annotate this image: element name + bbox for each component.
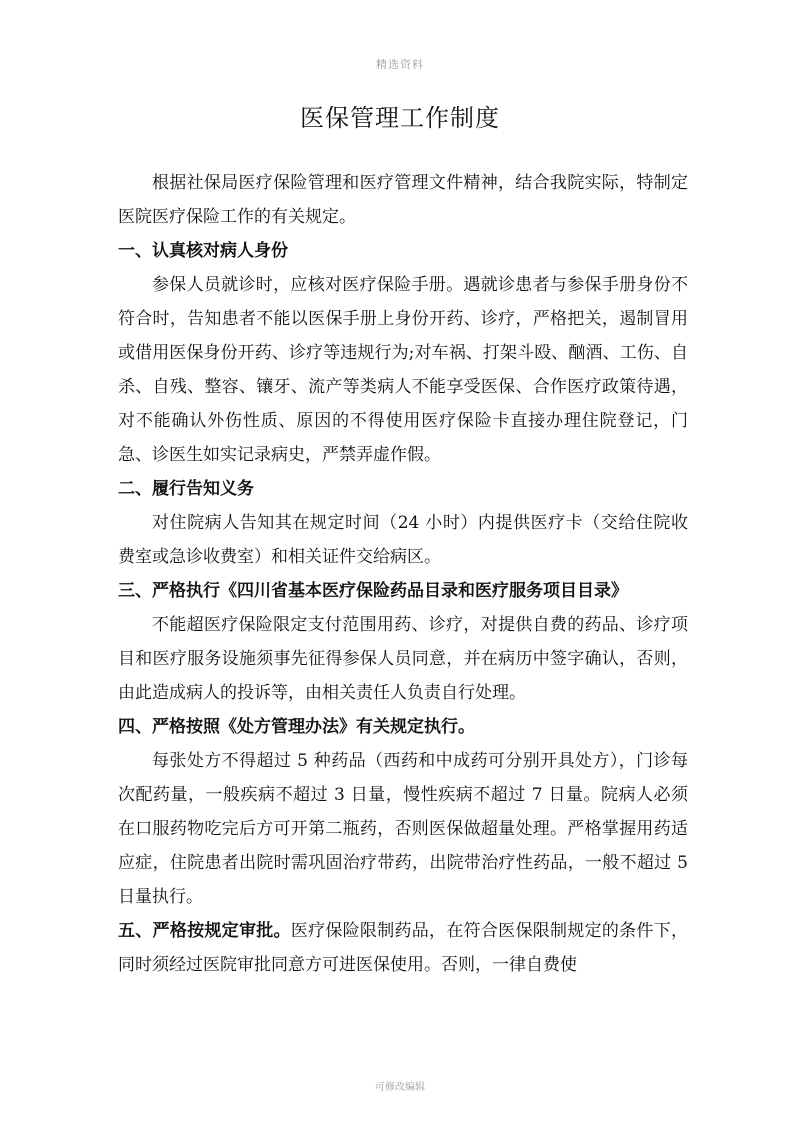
section-3-body: 不能超医疗保险限定支付范围用药、诊疗，对提供自费的药品、诊疗项目和医疗服务设施须事先征得参保人员同意，并在病历中签字确认，否则，由此造成病人的投诉等，由相关责任人负责自行处理。	[118, 615, 688, 703]
page-title: 医保管理工作制度	[300, 104, 500, 132]
section-1-heading: 一、认真核对病人身份	[118, 241, 288, 261]
section-5-body: 医疗保险限制药品，在符合医保限制规定的条件下，同时须经过医院审批同意方可进医保使用。否则，一律自费使	[118, 921, 688, 975]
section-3-heading: 三、严格执行《四川省基本医疗保险药品目录和医疗服务项目目录》	[118, 581, 628, 601]
section-5-paragraph	[118, 914, 688, 982]
section-4-body: 每张处方不得超过 5 种药品（西药和中成药可分别开具处方），门诊每次配药量，一般疾病不超过 3 日量，慢性疾病不超过 7 日量。院病人必须在口服药物吃完后方可开第二瓶药，否则医保做超量处理。严格掌握用药适应症，住院患者出院时需巩固治疗带药，出院带治疗性药品，一般不超过 5 日量执行。	[118, 751, 688, 907]
section-1-body: 参保人员就诊时，应核对医疗保险手册。遇就诊患者与参保手册身份不符合时，告知患者不能以医保手册上身份开药、诊疗，严格把关，遏制冒用或借用医保身份开药、诊疗等违规行为;对车祸、打架斗殴、酗酒、工伤、自杀、自残、整容、镶牙、流产等类病人不能享受医保、合作医疗政策待遇，对不能确认外伤性质、原因的不得使用医疗保险卡直接办理住院登记，门急、诊医生如实记录病史，严禁弄虚作假。	[118, 275, 688, 465]
section-5-heading: 五、严格按规定审批。	[118, 921, 291, 941]
section-2-body: 对住院病人告知其在规定时间（24 小时）内提供医疗卡（交给住院收费室或急诊收费室）和相关证件交给病区。	[118, 513, 688, 567]
document-body	[118, 166, 688, 982]
watermark: 精选资料	[376, 58, 424, 71]
section-4-heading: 四、严格按照《处方管理办法》有关规定执行。	[118, 717, 475, 737]
footer-note: 可修改编辑	[375, 1082, 425, 1093]
section-2-heading: 二、履行告知义务	[118, 479, 254, 499]
intro-paragraph: 根据社保局医疗保险管理和医疗管理文件精神，结合我院实际，特制定医院医疗保险工作的有关规定。	[118, 173, 688, 227]
